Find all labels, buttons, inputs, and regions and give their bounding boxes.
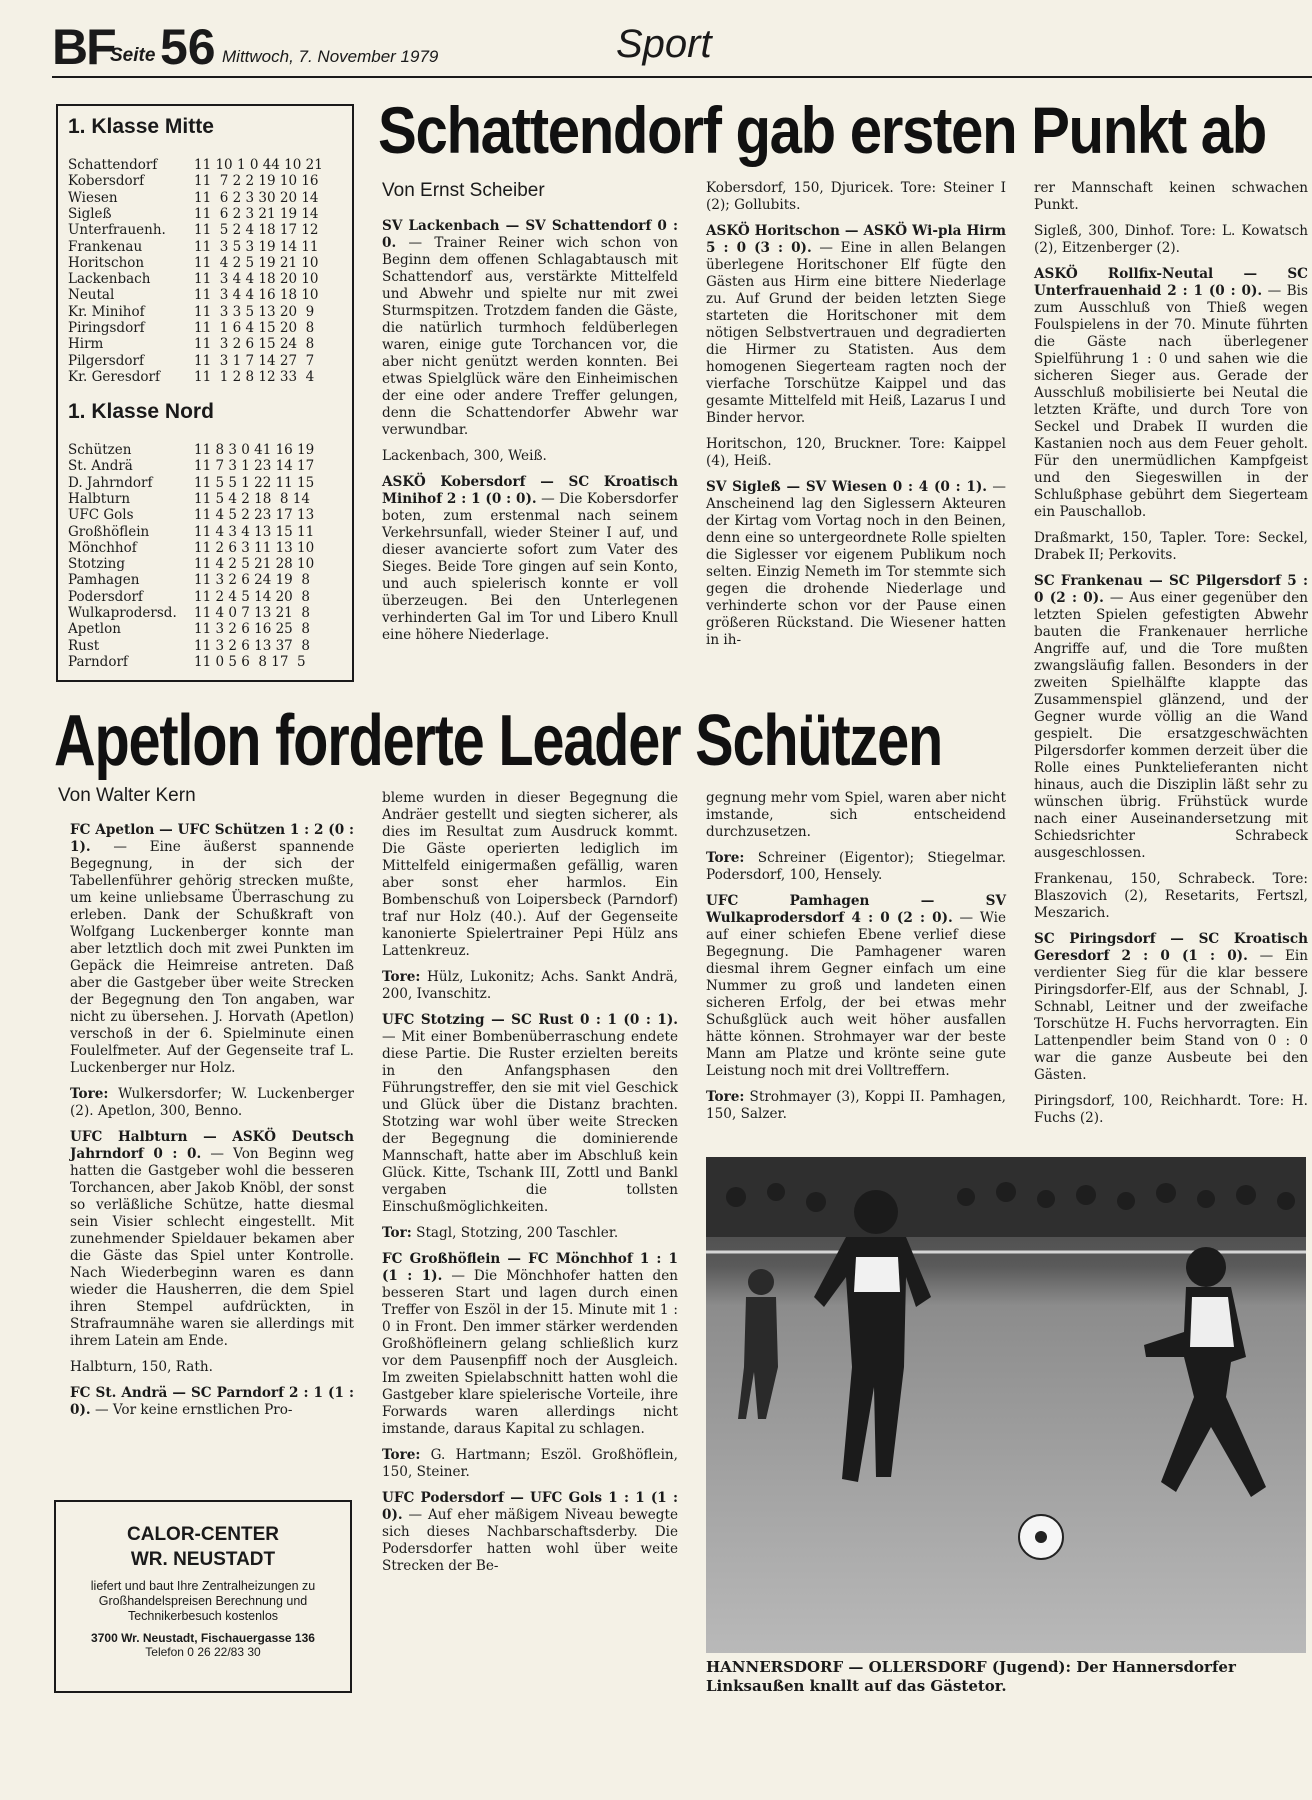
team-name: Pilgersdorf: [68, 352, 144, 369]
paragraph-heading: Tore:: [382, 1447, 421, 1463]
team-name: D. Jahrndorf: [68, 474, 153, 491]
team-name: Wiesen: [68, 189, 118, 206]
paragraph-text: Halbturn, 150, Rath.: [70, 1359, 213, 1375]
team-stats: 11 3 2 6 15 24 8: [194, 336, 315, 353]
team-stats: 11 2 6 3 11 13 10: [194, 539, 315, 556]
paragraph-text: rer Mannschaft keinen schwachen Punkt.: [1034, 180, 1308, 213]
team-name: Unterfrauenh.: [68, 222, 166, 239]
team-stats: 11 3 2 6 16 25 8: [194, 621, 310, 638]
team-name: Lackenbach: [68, 271, 151, 288]
ad-title: CALOR-CENTER: [127, 1524, 279, 1545]
article2-column-2: [382, 790, 678, 1700]
team-stats: 11 3 4 4 18 20 10: [194, 271, 319, 288]
paragraph: [1034, 573, 1308, 862]
paragraph-heading: SC Frankenau — SC Pilgersdorf 5 : 0 (2 : 0).: [1034, 573, 1308, 606]
team-stats: 11 3 5 3 19 14 11: [194, 238, 319, 255]
team-stats: 11 6 2 3 21 19 14: [194, 205, 319, 222]
paragraph-text: Piringsdorf, 100, Reichhardt. Tore: H. Fuchs (2).: [1034, 1093, 1308, 1126]
paragraph: [70, 1359, 354, 1376]
match-photo: [706, 1157, 1306, 1653]
team-stats: 11 6 2 3 30 20 14: [194, 189, 319, 206]
standings-nord-title: 1. Klasse Nord: [68, 400, 214, 423]
team-name: Neutal: [68, 287, 115, 304]
ad-body: liefert und baut Ihre Zentralheizungen zu Großhandelspreisen Berechnung und Technikerbesuch kostenlos: [90, 1579, 316, 1623]
article1-byline: Von Ernst Scheiber: [382, 180, 545, 201]
paragraph: [382, 218, 678, 439]
paragraph: [706, 479, 1006, 649]
paragraph-text: — Die Kobersdorfer boten, zum erstenmal nach seinem Verkehrsunfall, wieder Steiner I auf, und dieser avancierte sofort zum Vater des Sieges. Beide Tore gingen auf sein Konto, und auch spielerisch konnte er voll überzeugen. Bei den Unterlegenen verhinderten Gal im Tor und Libero Knull eine höhere Niederlage.: [382, 491, 678, 643]
paragraph: [1034, 1093, 1308, 1127]
paragraph-text: bleme wurden in dieser Begegnung die Andräer gestellt und siegten sicherer, als dies im Resultat zum Ausdruck kommt. Die Gäste operierten lediglich im Mittelfeld einigermaßen gefällig, waren aber sonst eher harmlos. Ein Bombenschuß von Loipersbeck (Parndorf) traf nur Holz (40.). Auf der Gegenseite kanonierte Spielertrainer Pepi Hülz ans Lattenkreuz.: [382, 790, 678, 959]
article1-column-3: [1034, 180, 1308, 1126]
paragraph-text: Sigleß, 300, Dinhof. Tore: L. Kowatsch (2), Eitzenberger (2).: [1034, 223, 1308, 256]
paragraph: [1034, 530, 1308, 564]
team-stats: 11 5 2 4 18 17 12: [194, 222, 319, 239]
team-name: Pamhagen: [68, 572, 140, 589]
standings-mitte-table: [68, 157, 348, 387]
paragraph-text: — Bis zum Ausschluß von Thieß wegen Foulspielens in der 70. Minute führten die Gäste nach überlegener Spielführung 1 : 0 und sahen wie die sicheren Sieger aus. Gerade der Ausschluß mobilisierte bei Neutal die letzten Kräfte, und durch Tore von Seckel und Drabek II wurden die Kastanien noch aus dem Feuer geholt. Für den unermüdlichen Kampfgeist und den Siegeswillen in der Schlußphase gebührt dem Siegerteam ein Pauschallob.: [1034, 283, 1308, 520]
paragraph-heading: Tore:: [382, 969, 421, 985]
advertisement-box: [54, 1500, 352, 1693]
paragraph-text: Horitschon, 120, Bruckner. Tore: Kaippel (4), Heiß.: [706, 436, 1006, 469]
team-name: Schützen: [68, 442, 132, 458]
paragraph: [382, 474, 678, 644]
team-name: Wulkaprodersd.: [68, 605, 177, 621]
team-name: Kr. Geresdorf: [68, 368, 161, 385]
team-stats: 11 7 3 1 23 14 17: [194, 458, 315, 475]
ad-phone: Telefon 0 26 22/83 30: [145, 1645, 261, 1659]
paragraph-text: Stagl, Stotzing, 200 Taschler.: [411, 1225, 619, 1241]
team-stats: 11 4 0 7 13 21 8: [194, 605, 310, 621]
paragraph-heading: UFC Pamhagen — SV Wulkaprodersdorf 4 : 0 (2 : 0).: [706, 893, 1006, 926]
masthead-rule: [52, 76, 1312, 78]
paragraph-heading: UFC Stotzing — SC Rust 0 : 1 (0 : 1).: [382, 1012, 678, 1028]
team-stats: 11 2 4 5 14 20 8: [194, 588, 310, 605]
paragraph-text: — Ein verdienter Sieg für die klar bessere Piringsdorfer-Elf, aus der Schnabl, J. Schnabl, Leitner und der zweifache Torschütze H. Fuchs hervorragten. Ein Lattenpendler beim Stand von 0 : 0 war die ganze Ausbeute bei den Gästen.: [1034, 948, 1308, 1083]
paragraph: [382, 1251, 678, 1438]
team-stats: 11 0 5 6 8 17 5: [194, 653, 306, 670]
paragraph-heading: FC Großhöflein — FC Mönchhof 1 : 1 (1 : 1).: [382, 1251, 678, 1284]
team-name: Kr. Minihof: [68, 303, 145, 320]
paragraph-heading: SV Lackenbach — SV Schattendorf 0 : 0.: [382, 218, 678, 251]
paragraph: [706, 790, 1006, 841]
ad-subtitle: WR. NEUSTADT: [130, 1549, 276, 1570]
team-stats: 11 3 2 6 24 19 8: [194, 572, 310, 589]
paragraph-heading: ASKÖ Rollfix-Neutal — SC Unterfrauenhaid 2 : 1 (0 : 0).: [1034, 266, 1308, 299]
paragraph-text: — Eine in allen Belangen überlegene Horitschoner Elf fügte den Gästen aus Hirm eine bittere Niederlage zu. Auf Grund der beiden letzten Siege starteten die Horitschoner mit dem nötigen Selbstvertrauen und degradierten die Hirmer zu Statisten. Aus dem homogenen Siegerteam ragten noch der vierfache Torschütze Kaippel und das gesamte Mittelfeld mit Heiß, Lazarus I und Binder hervor.: [706, 240, 1006, 426]
article1-column-1: [382, 218, 678, 688]
paragraph-heading: UFC Podersdorf — UFC Gols 1 : 1 (1 : 0).: [382, 1490, 678, 1523]
article2-headline: Apetlon forderte Leader Schützen: [54, 701, 942, 781]
team-name: UFC Gols: [68, 507, 134, 524]
article2-column-3: [706, 790, 1006, 1136]
team-name: Apetlon: [68, 621, 121, 638]
article2-byline: Von Walter Kern: [58, 785, 196, 806]
paragraph-heading: UFC Halbturn — ASKÖ Deutsch Jahrndorf 0 : 0.: [70, 1129, 354, 1162]
paragraph-heading: Tore:: [70, 1086, 109, 1102]
team-stats: 11 3 1 7 14 27 7: [194, 352, 315, 369]
standings-nord-table: [68, 442, 348, 672]
paragraph: [382, 1225, 678, 1242]
paragraph-text: Draßmarkt, 150, Tapler. Tore: Seckel, Drabek II; Perkovits.: [1034, 530, 1308, 563]
team-name: Rust: [68, 637, 100, 654]
article1-column-2: [706, 180, 1006, 688]
team-name: Mönchhof: [68, 539, 137, 556]
paragraph: [706, 436, 1006, 470]
paragraph: [70, 1086, 354, 1120]
paragraph-text: — Mit einer Bombenüberraschung endete diese Partie. Die Ruster erzielten bereits in den Anfangsphasen den Führungstreffer, den sie mit viel Geschick und Glück über die Distanz brachten. Stotzing war wohl über weite Strecken der Begegnung die dominierende Mannschaft, hatte aber im Abschluß kein Glück. Kitte, Tschank III, Zottl und Bankl vergaben die tollsten Einschußmöglichkeiten.: [382, 1029, 678, 1215]
paragraph: [382, 1012, 678, 1216]
article2-column-1: [70, 822, 354, 1462]
paragraph: [1034, 871, 1308, 922]
paragraph-text: — Wie auf einer schiefen Ebene verlief diese Begegnung. Die Pamhagener waren diesmal ihrem Gegner einfach um eine Nummer zu groß und landeten einen sicheren Erfolg, der bei etwas mehr Schußglück auch weit höher ausfallen hätte können. Strohmayer war der beste Mann am Platze und krönte seine gute Leistung noch mit drei Volltreffern.: [706, 910, 1006, 1079]
team-stats: 11 3 4 4 16 18 10: [194, 287, 319, 304]
team-name: Großhöflein: [68, 523, 150, 540]
paragraph-text: — Auf eher mäßigem Niveau bewegte sich dieses Nachbarschaftsderby. Die Podersdorfer hatten wohl über weite Strecken der Be-: [382, 1507, 678, 1574]
paragraph-text: Schreiner (Eigentor); Stiegelmar. Podersdorf, 100, Hensely.: [706, 850, 1006, 883]
paragraph-text: Kobersdorf, 150, Djuricek. Tore: Steiner I (2); Gollubits.: [706, 180, 1006, 213]
paragraph: [706, 1089, 1006, 1123]
masthead-paper: BF: [52, 19, 115, 75]
paragraph: [706, 180, 1006, 214]
paragraph-text: — Anscheinend lag den Siglessern Akteuren der Kirtag vom Vortag noch in den Beinen, denn eine so untergeordnete Rolle spielten die Siglesser vor eigenem Publikum noch selten. Einzig Nemeth im Tor stemmte sich gegen die drohende Niederlage und verhinderte schon vor der Pause einen größeren Rückstand. Die Wiesener hatten in ih-: [706, 479, 1006, 648]
paragraph: [382, 969, 678, 1003]
team-name: Hirm: [68, 336, 104, 353]
paragraph-text: Hülz, Lukonitz; Achs. Sankt Andrä, 200, Ivanschitz.: [382, 969, 678, 1002]
paragraph: [70, 1129, 354, 1350]
masthead-page-number: 56: [160, 19, 216, 75]
paragraph-text: Strohmayer (3), Koppi II. Pamhagen, 150, Salzer.: [706, 1089, 1006, 1122]
paragraph-text: — Die Mönchhofer hatten den besseren Start und lagen durch einen Treffer von Eszöl in der 15. Minute mit 1 : 0 in Front. Den immer stärker werdenden Großhöfleinern gelang schließlich kurz vor dem Pausenpfiff noch der Ausgleich. Im zweiten Spielabschnitt hatten wohl die Gastgeber klare spielerische Vorteile, ihre Forwards waren allerdings nicht imstande, daraus Kapital zu schlagen.: [382, 1268, 678, 1437]
team-stats: 11 3 2 6 13 37 8: [194, 637, 310, 654]
team-stats: 11 7 2 2 19 10 16: [194, 173, 319, 190]
paragraph-text: G. Hartmann; Eszöl. Großhöflein, 150, Steiner.: [382, 1447, 678, 1480]
team-name: Sigleß: [68, 205, 112, 222]
team-stats: 11 3 3 5 13 20 9: [194, 303, 315, 320]
team-stats: 11 10 1 0 44 10 21: [194, 157, 323, 173]
paragraph: [706, 893, 1006, 1080]
masthead-section: Sport: [616, 22, 712, 66]
paragraph: [1034, 180, 1308, 214]
paragraph-text: — Trainer Reiner wich schon von Beginn dem offenen Schlagabtausch mit Schattendorf aus, verstärkte Mittelfeld und Abwehr und spielte nur mit zwei Sturmspitzen. Trotzdem fanden die Gäste, die natürlich turmhoch feldüberlegen waren, einige gute Torchancen vor, die aber nicht genützt werden konnten. Bei etwas Spielglück wäre den Einheimischen der eine oder andere Treffer gelungen, denn die Schattendorfer Abwehr war verwundbar.: [382, 235, 678, 438]
team-stats: 11 5 4 2 18 8 14: [194, 490, 310, 507]
team-stats: 11 4 5 2 23 17 13: [194, 507, 315, 524]
team-name: Halbturn: [68, 490, 131, 507]
team-name: Frankenau: [68, 238, 143, 255]
paragraph-text: Lackenbach, 300, Weiß.: [382, 448, 547, 464]
team-name: Kobersdorf: [68, 173, 145, 190]
ad-address: 3700 Wr. Neustadt, Fischauergasse 136: [91, 1631, 315, 1645]
photo-caption: HANNERSDORF — OLLERSDORF (Jugend): Der Hannersdorfer Linksaußen knallt auf das Gästetor.: [706, 1658, 1236, 1695]
paragraph: [1034, 223, 1308, 257]
paragraph-heading: SC Piringsdorf — SC Kroatisch Geresdorf 2 : 0 (1 : 0).: [1034, 931, 1308, 964]
paragraph-text: Frankenau, 150, Schrabeck. Tore: Blaszovich (2), Resetarits, Fertszl, Meszarich.: [1034, 871, 1308, 921]
team-name: Parndorf: [68, 653, 128, 670]
paragraph-heading: SV Sigleß — SV Wiesen 0 : 4 (0 : 1).: [706, 479, 988, 495]
team-name: Piringsdorf: [68, 320, 145, 336]
paragraph: [70, 1385, 354, 1419]
paragraph: [382, 1447, 678, 1481]
paragraph-text: — Eine äußerst spannende Begegnung, in der sich der Tabellenführer gehörig strecken mußte, um keine unliebsame Überraschung zu erleben. Dank der Schußkraft von Wolfgang Luckenberger konnte man aber letztlich doch mit zwei Punkten im Gepäck die Heimreise antreten. Daß aber die Gastgeber über weite Strecken der Begegnung den Ton angaben, war nicht zu übersehen. J. Horvath (Apetlon) verschoß in der 6. Spielminute einen Foulelfmeter. Auf der Gegenseite traf L. Luckenberger nur Holz.: [70, 839, 354, 1076]
team-stats: 11 4 3 4 13 15 11: [194, 523, 315, 540]
team-name: Horitschon: [68, 254, 145, 271]
team-stats: 11 4 2 5 19 21 10: [194, 254, 319, 271]
paragraph-text: gegnung mehr vom Spiel, waren aber nicht imstande, sich entscheidend durchzusetzen.: [706, 790, 1006, 840]
team-stats: 11 1 6 4 15 20 8: [194, 320, 315, 336]
match-photo-illustration: [706, 1157, 1306, 1653]
article1-headline: Schattendorf gab ersten Punkt ab: [378, 93, 1266, 167]
paragraph-heading: Tore:: [706, 1089, 745, 1105]
paragraph: [70, 822, 354, 1077]
paragraph-heading: FC St. Andrä — SC Parndorf 2 : 1 (1 : 0).: [70, 1385, 354, 1418]
team-name: Schattendorf: [68, 157, 158, 173]
paragraph: [382, 448, 678, 465]
masthead-date: Mittwoch, 7. November 1979: [222, 47, 439, 66]
paragraph: [382, 790, 678, 960]
team-name: Podersdorf: [68, 588, 143, 605]
team-stats: 11 8 3 0 41 16 19: [194, 442, 315, 458]
paragraph-heading: Tore:: [706, 850, 745, 866]
paragraph: [1034, 266, 1308, 521]
paragraph: [1034, 931, 1308, 1084]
paragraph-heading: ASKÖ Horitschon — ASKÖ Wi-pla Hirm 5 : 0 (3 : 0).: [706, 223, 1006, 256]
team-stats: 11 4 2 5 21 28 10: [194, 556, 315, 573]
paragraph-heading: ASKÖ Kobersdorf — SC Kroatisch Minihof 2 : 1 (0 : 0).: [382, 474, 678, 507]
team-name: Stotzing: [68, 556, 125, 573]
paragraph-text: — Von Beginn weg hatten die Gastgeber wohl die besseren Torchancen, aber Jakob Knöbl, der sonst so verläßliche Schütze, hatte diesmal sein Visier schlecht eingestellt. Mit zunehmender Spieldauer bekamen aber die Gäste das Spiel unter Kontrolle. Nach Wiederbeginn waren es dann wieder die Hausherren, die dem Spiel ihren Stempel aufdrückten, in Strafraumnähe waren sie allerdings mit ihrem Latein am Ende.: [70, 1146, 354, 1349]
team-stats: 11 5 5 1 22 11 15: [194, 474, 315, 491]
paragraph-heading: Tor:: [382, 1225, 412, 1241]
paragraph: [706, 223, 1006, 427]
paragraph: [706, 850, 1006, 884]
paragraph-heading: FC Apetlon — UFC Schützen 1 : 2 (0 : 1).: [70, 822, 354, 855]
team-stats: 11 1 2 8 12 33 4: [194, 368, 315, 385]
paragraph-text: Wulkersdorfer; W. Luckenberger (2). Apetlon, 300, Benno.: [70, 1086, 354, 1119]
team-name: St. Andrä: [68, 458, 133, 475]
standings-mitte-title: 1. Klasse Mitte: [68, 115, 214, 138]
masthead-seite-label: Seite: [110, 45, 156, 66]
paragraph-text: — Vor keine ernstlichen Pro-: [90, 1402, 293, 1418]
paragraph-text: — Aus einer gegenüber den letzten Spielen gefestigten Abwehr bauten die Frankenauer herrliche Angriffe auf, und die Tore mußten zwangsläufig fallen. Besonders in der zweiten Spielhälfte klappte das Zusammenspiel glänzend, und der Gegner wurde völlig an die Wand gespielt. Die ersatzgeschwächten Pilgersdorfer kommen derzeit über die Rolle eines Punktelieferanten nicht hinaus, auch die Disziplin läßt sehr zu wünschen übrig. Frühstück wurde nach einer Auseinandersetzung mit Schiedsrichter Schrabeck ausgeschlossen.: [1034, 590, 1308, 861]
paragraph: [382, 1490, 678, 1575]
